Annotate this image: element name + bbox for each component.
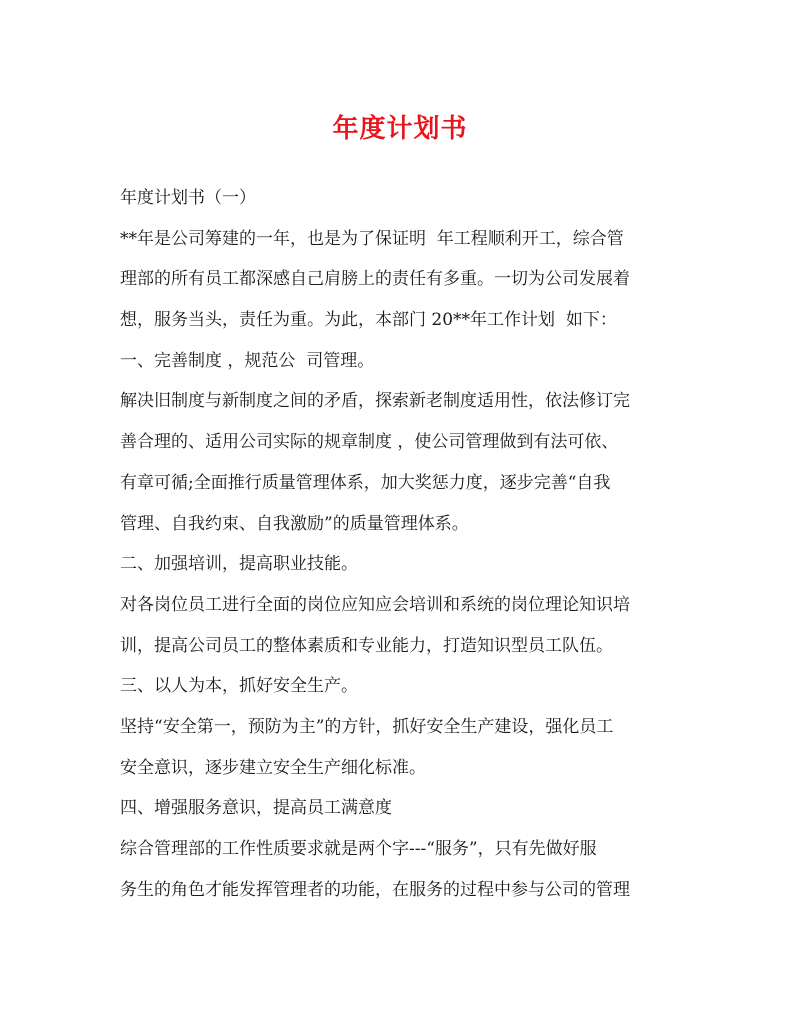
heading-plan-one: 年度计划书（一） [120, 188, 256, 208]
paragraph-line: 安全意识，逐步建立安全生产细化标准。 [120, 757, 426, 778]
paragraph-line: 对各岗位员工进行全面的岗位应知应会培训和系统的岗位理论知识培 [120, 594, 630, 615]
section-heading-2: 二、加强培训，提高职业技能。 [120, 554, 358, 575]
paragraph-line: 想，服务当头，责任为重。为此，本部门 20**年工作计划 如下： [120, 310, 617, 331]
paragraph-line: 理部的所有员工都深感自己肩膀上的责任有多重。一切为公司发展着 [120, 269, 630, 290]
paragraph-line: **年是公司筹建的一年，也是为了保证明 年工程顺利开工，综合管 [120, 228, 624, 249]
section-heading-4: 四、增强服务意识，提高员工满意度 [120, 798, 392, 819]
section-heading-3: 三、以人为本，抓好安全生产。 [120, 676, 358, 697]
document-body [120, 178, 680, 910]
paragraph-line: 有章可循;全面推行质量管理体系，加大奖惩力度，逐步完善“自我 [120, 472, 611, 493]
paragraph-line: 训，提高公司员工的整体素质和专业能力，打造知识型员工队伍。 [120, 635, 613, 656]
document-title: 年度计划书 [332, 114, 468, 144]
paragraph-line: 解决旧制度与新制度之间的矛盾，探索新老制度适用性，依法修订完 [120, 391, 630, 412]
paragraph-line: 综合管理部的工作性质要求就是两个字---“服务”，只有先做好服 [120, 839, 597, 859]
paragraph-line: 务生的角色才能发挥管理者的功能，在服务的过程中参与公司的管理 [120, 879, 630, 900]
paragraph-line: 管理、自我约束、自我激励”的质量管理体系。 [120, 513, 469, 534]
section-heading-1: 一、完善制度 ，规范公 司管理。 [120, 350, 375, 371]
paragraph-line: 坚持“安全第一，预防为主”的方针，抓好安全生产建设，强化员工 [120, 716, 614, 737]
paragraph-line: 善合理的、适用公司实际的规章制度 ，使公司管理做到有法可依、 [120, 432, 619, 453]
